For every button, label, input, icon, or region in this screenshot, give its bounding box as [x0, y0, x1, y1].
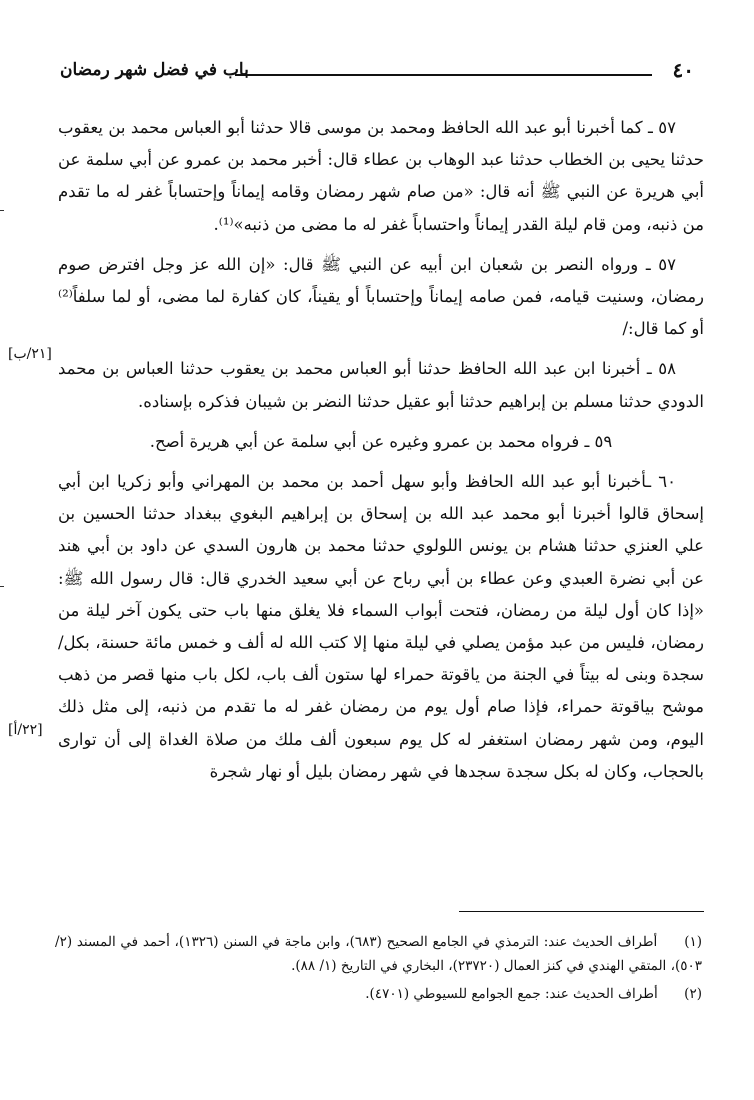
manuscript-folio-note: [٢١/ب]	[8, 346, 52, 362]
footnote-text: أطراف الحديث عند: الترمذي في الجامع الصحيح (٦٨٣)، وابن ماجة في السنن (١٣٢٦)، أحمد في المسند (٢/ ٥٠٣)، المتقي الهندي في كنز العمال (٢٣٧٢٠)، البخاري في التاريخ (١/ ٨٨).	[55, 934, 702, 974]
hadith-57: ٥٧ ـ كما أخبرنا أبو عبد الله الحافظ ومحمد بن موسى قالا حدثنا أبو العباس محمد بن يعقوب حدثنا يحيى بن الخطاب حدثنا عبد الوهاب بن عطاء قال: أخبر محمد بن عمرو عن أبي سلمة عن أبي هريرة عن النبي ﷺ أنه قال: «من صام شهر رمضان وقامه إيماناً وإحتساباً غفر له ما تقدم من ذنبه، ومن قام ليلة القدر إيماناً واحتساباً غفر له ما مضى من ذنبه»⁽¹⁾.	[58, 118, 704, 234]
footnote-number: (١)	[684, 934, 703, 950]
footnote-item	[55, 982, 702, 1006]
footnote-item	[55, 930, 702, 978]
footnote-rule	[459, 911, 704, 912]
footnote-number: (٢)	[684, 986, 702, 1002]
footnotes	[55, 930, 702, 1010]
chapter-title: باب في فضل شهر رمضان	[60, 60, 249, 80]
margin-tick	[0, 210, 4, 211]
page-number: ٤٠	[672, 58, 694, 82]
page-header	[60, 58, 694, 84]
margin-tick	[0, 586, 4, 587]
hadith-58: ٥٨ ـ أخبرنا ابن عبد الله الحافظ حدثنا أبو العباس محمد بن يعقوب حدثنا العباس بن محمد الدودي حدثنا مسلم بن إبراهيم حدثنا أبو عقيل حدثنا النضر بن شيبان فذكره بإسناده.	[58, 359, 704, 411]
manuscript-folio-note: [٢٢/أ]	[8, 722, 43, 738]
hadith-59: ٥٩ ـ فرواه محمد بن عمرو وغيره عن أبي سلمة عن أبي هريرة أصح.	[149, 431, 613, 451]
footnote-text: أطراف الحديث عند: جمع الجوامع للسيوطي (٤٧٠١).	[365, 986, 658, 1002]
hadith-57b: ٥٧ ـ ورواه النصر بن شعبان ابن أبيه عن النبي ﷺ قال: «إن الله عز وجل افترض صوم رمضان، وسنيت قيامه، فمن صامه إيماناً وإحتساباً أو يقيناً، كان كفارة لما مضى، أو لما سلفاً⁽²⁾ أو كما قال:/	[58, 254, 704, 339]
main-text	[58, 112, 704, 788]
hadith-60: ٦٠ ـأخبرنا أبو عبد الله الحافظ وأبو سهل أحمد بن محمد بن المهراني وأبو زكريا ابن أبي إسحاق قالوا أخبرنا أبو محمد عبد الله بن إسحاق بن إبراهيم البغوي ببغداد حدثنا الحسين بن علي العنزي حدثنا هشام بن يونس اللولوي حدثنا محمد بن هارون السدي عن داود بن أبي هند عن أبي نضرة العبدي وعن عطاء بن أبي رباح عن أبي سعيد الخدري قال: قال رسول الله ﷺ: «إذا كان أول ليلة من رمضان، فتحت أبواب السماء فلا يغلق منها باب حتى يكون آخر ليلة من رمضان، فليس من عبد مؤمن يصلي في ليلة منها إلا كتب الله له ألف و خمس مائة حسنة، بكل/ سجدة وبنى له بيتاً في الجنة من ياقوتة حمراء لها ستون ألف باب، لكل باب منها قصر من ذهب موشح بياقوتة حمراء، فإذا صام أول يوم من رمضان غفر له ما تقدم من ذنبه، إلى مثل ذلك اليوم، ومن شهر رمضان استغفر له كل يوم سبعون ألف ملك من صلاة الغداة إلى أن توارى بالحجاب، وكان له بكل سجدة سجدها في شهر رمضان بليل أو نهار شجرة	[58, 472, 704, 781]
header-rule	[235, 74, 652, 76]
